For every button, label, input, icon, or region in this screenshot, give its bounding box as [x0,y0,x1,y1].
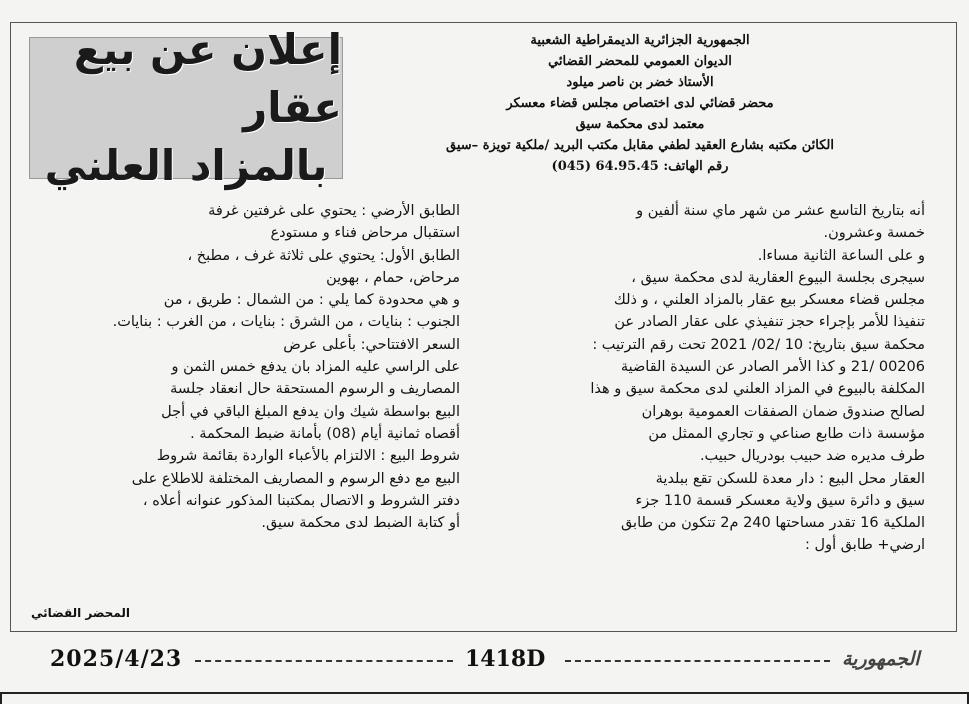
footer-divider [565,660,830,662]
body-line: لصالح صندوق ضمان الصفقات العمومية بوهران [641,403,925,420]
signature: المحضر القضائي [30,606,130,620]
body-line: البيع بواسطة شيك وان يدفع المبلغ الباقي في أجل [161,403,460,420]
body-line: المصاريف و الرسوم المستحقة حال انعقاد جلسة [170,381,460,398]
body-line: طرف مديره ضد حبيب بودريال حبيب. [699,448,925,465]
body-line: استقبال مرحاض فناء و مستودع [270,225,460,242]
newspaper-masthead: الجمهورية [842,648,920,670]
body-line: سيجرى بجلسة البيوع العقارية لدى محكمة سيق ، [631,269,925,286]
body-line: دفتر الشروط و الاتصال بمكتبنا المذكور عنوانه أعلاه ، [142,492,460,509]
body-line: ارضي+ طابق أول : [805,537,925,554]
header-line: الجمهورية الجزائرية الديمقراطية الشعبية [530,33,750,48]
title-box [29,25,343,190]
footer-divider [195,660,453,662]
left-column [30,200,460,534]
body-line: أنه بتاريخ التاسع عشر من شهر ماي سنة ألفين و [636,203,925,219]
header-line: الديوان العمومي للمحضر القضائي [548,54,732,69]
body-line: 00206 /21 و كذا الأمر الصادر عن السيدة القاضية [620,359,925,376]
body-line: مؤسسة ذات طابع صناعي و تجاري الممثل من [648,425,925,442]
body-line: و هي محدودة كما يلي : من الشمال : طريق ، من [163,292,460,309]
header-line: الكائن مكتبه بشارع العقيد لطفي مقابل مكتب البريد /ملكية تويزة –سيق [446,138,834,153]
title-line-1: إعلان عن بيع عقار [73,25,342,132]
body-line: الطابق الأرضي : يحتوي على غرفتين غرفة [208,203,460,219]
body-line: خمسة وعشرون. [823,225,925,242]
ad-reference-code: 1418D [465,646,546,672]
body-line: الطابق الأول: يحتوي على ثلاثة غرف ، مطبخ ، [187,247,460,264]
body-line: البيع مع دفع الرسوم و المصاريف المختلفة للاطلاع على [131,470,460,487]
header-line: معتمد لدى محكمة سيق [575,117,705,132]
body-line: محكمة سيق بتاريخ: 10 /02/ 2021 تحت رقم الترتيب : [592,336,925,353]
header-line: الأستاذ خضر بن ناصر ميلود [566,75,714,90]
title-line-2: بالمزاد العلني [44,141,328,190]
right-column [495,200,925,557]
body-line: على الراسي عليه المزاد بان يدفع خمس الثمن و [171,359,460,376]
body-line: العقار محل البيع : دار معدة للسكن تقع ببلدية [655,470,925,487]
body-line: سيق و دائرة سيق ولاية معسكر قسمة 110 جزء [635,492,925,509]
body-line: المكلفة بالبيوع في المزاد العلني لدى محكمة سيق و هذا [590,381,925,398]
body-line: تنفيذا للأمر بإجراء حجز تنفيذي على عقار الصادر عن [614,314,925,331]
page-footer [10,640,955,682]
body-line: مرحاض، حمام ، بهوين [326,269,460,286]
body-line: مجلس قضاء معسكر بيع عقار بالمزاد العلني ، و ذلك [613,292,925,309]
body-line: شروط البيع : الالتزام بالأعباء الواردة بقائمة شروط [156,448,460,465]
header-line: رقم الهاتف: 64.95.45 (045) [551,159,729,174]
office-header [360,30,920,195]
body-line: الملكية 16 تقدر مساحتها 240 م2 تتكون من طابق [620,515,925,532]
publication-date: 2025/4/23 [50,646,183,672]
header-line: محضر قضائي لدى اختصاص مجلس قضاء معسكر [506,96,774,111]
body-line: و على الساعة الثانية مساءا. [757,247,925,264]
next-article-border [0,692,969,704]
body-line: أقصاه ثمانية أيام (08) بأمانة ضبط المحكمة . [190,425,460,442]
body-line: أو كتابة الضبط لدى محكمة سيق. [261,515,460,532]
body-line: السعر الافتتاحي: بأعلى عرض [283,336,460,353]
body-line: الجنوب : بنايات ، من الشرق : بنايات ، من الغرب : بنايات. [112,314,460,331]
